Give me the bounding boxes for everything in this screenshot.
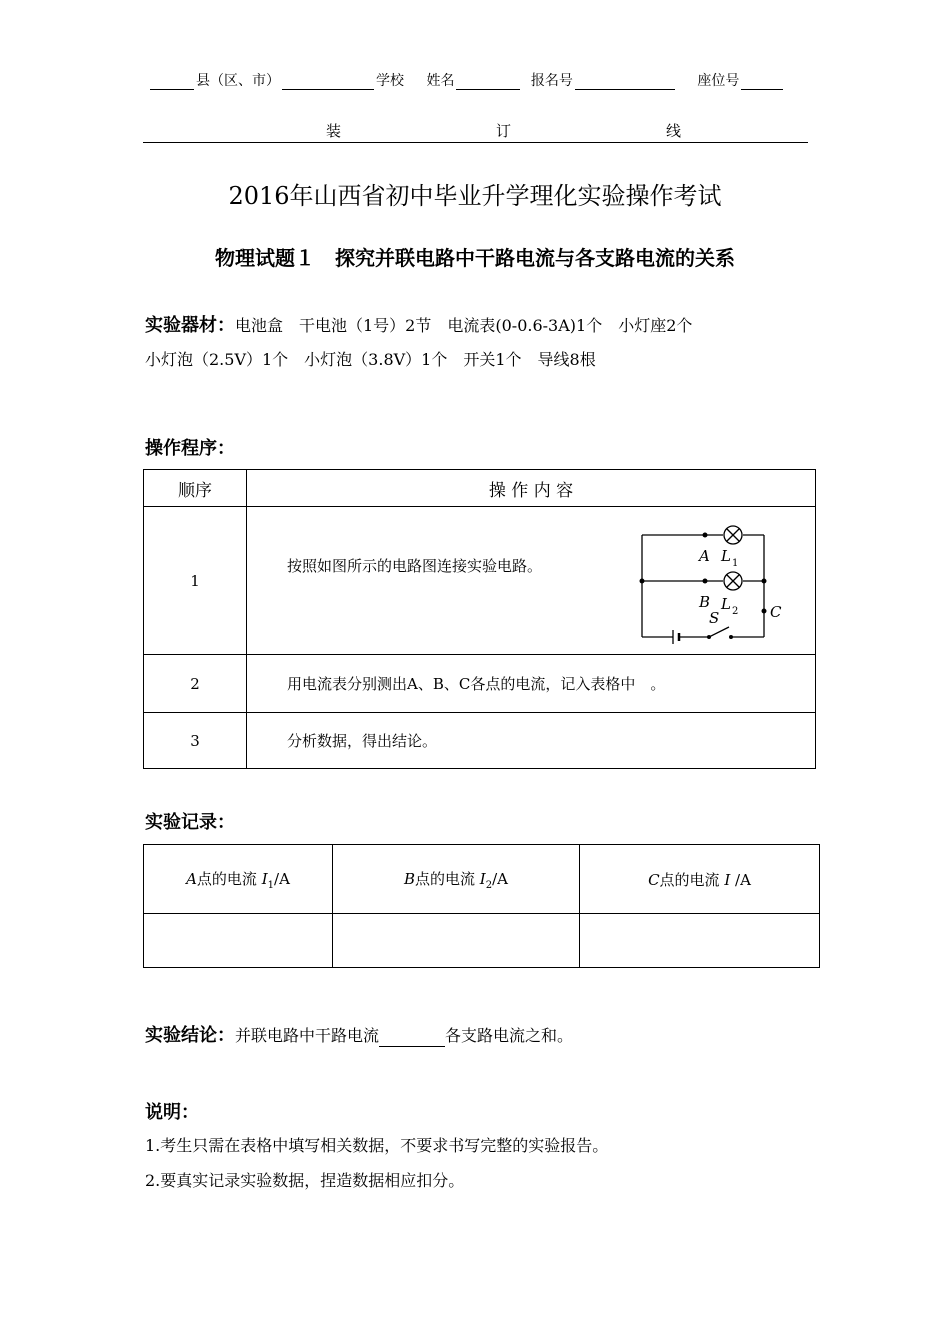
row-content [247,507,816,655]
procedure-table [143,469,816,769]
circuit-diagram [637,519,797,649]
conclusion-label: 实验结论： [145,1025,235,1046]
row-number: 3 [144,713,247,769]
conclusion-post: 各支路电流之和。 [445,1026,574,1045]
school-blank[interactable] [282,75,374,90]
county-label: 县（区、市） [196,73,280,89]
col-header-content: 操 作 内 容 [247,470,816,507]
conclusion-pre: 并联电路中干路电流 [235,1026,380,1045]
lamp-l1-label: L [721,547,731,565]
binding-char-1: 装 [326,122,342,140]
seat-no-blank[interactable] [741,75,783,90]
table-row [144,507,816,655]
lamp-l2-label: L [721,595,731,613]
col-header-a: A点的电流 $I_1/A$ [144,845,333,914]
record-table [143,844,820,968]
cell-b-input[interactable] [333,914,580,968]
name-blank[interactable] [456,75,520,90]
record-label: 实验记录： [145,812,235,833]
node-a-label: A [699,547,710,565]
conclusion-blank[interactable] [379,1030,445,1047]
seat-no-label: 座位号 [697,73,740,89]
row-text: 用电流表分别测出A、B、C各点的电流，记入表格中 。 [247,655,816,713]
table-row [144,713,816,769]
page-subtitle: 物理试题１ 探究并联电路中干路电流与各支路电流的关系 [215,246,735,270]
lamp-l1-sub: 1 [732,558,739,569]
materials-text-2: 小灯泡（2.5V）1个 小灯泡（3.8V）1个 开关1个 导线8根 [145,350,596,369]
materials-line-1 [145,311,692,337]
binding-rule [143,142,807,143]
binding-char-2: 订 [496,122,512,140]
name-label: 姓名 [426,73,455,89]
col-header-b: B点的电流 $I_2/A$ [333,845,580,914]
table-row [144,655,816,713]
notes-label: 说明： [145,1102,199,1123]
table-row [144,914,820,968]
row-text: 分析数据，得出结论。 [247,713,816,769]
reg-no-label: 报名号 [530,73,573,89]
binding-char-3: 线 [666,122,682,140]
row-number: 2 [144,655,247,713]
materials-text-1: 电池盒 干电池（1号）2节 电流表(0-0.6-3A)1个 小灯座2个 [235,316,693,335]
conclusion-line [145,1021,573,1047]
col-header-order: 顺序 [144,470,247,507]
node-b-label: B [699,593,711,611]
school-label: 学校 [376,73,404,89]
binding-line [148,120,808,143]
exam-info-line [148,70,785,90]
reg-no-blank[interactable] [575,75,675,90]
cell-a-input[interactable] [144,914,333,968]
switch-s-label: S [709,609,720,627]
node-c-label: C [770,603,782,621]
lamp-l2-sub: 2 [732,606,739,617]
row-text: 按照如图所示的电路图连接实验电路。 [287,557,543,575]
switch-icon [709,627,729,637]
table-header-row [144,470,816,507]
row-number: 1 [144,507,247,655]
materials-label: 实验器材： [145,315,235,336]
page-title: 2016年山西省初中毕业升学理化实验操作考试 [228,182,722,210]
col-header-c: C点的电流 I /A [580,845,820,914]
procedure-label: 操作程序： [145,438,235,459]
note-2: 2.要真实记录实验数据，捏造数据相应扣分。 [145,1171,465,1190]
county-blank[interactable] [150,75,194,90]
table-header-row [144,845,820,914]
cell-c-input[interactable] [580,914,820,968]
note-1: 1.考生只需在表格中填写相关数据，不要求书写完整的实验报告。 [145,1136,609,1155]
